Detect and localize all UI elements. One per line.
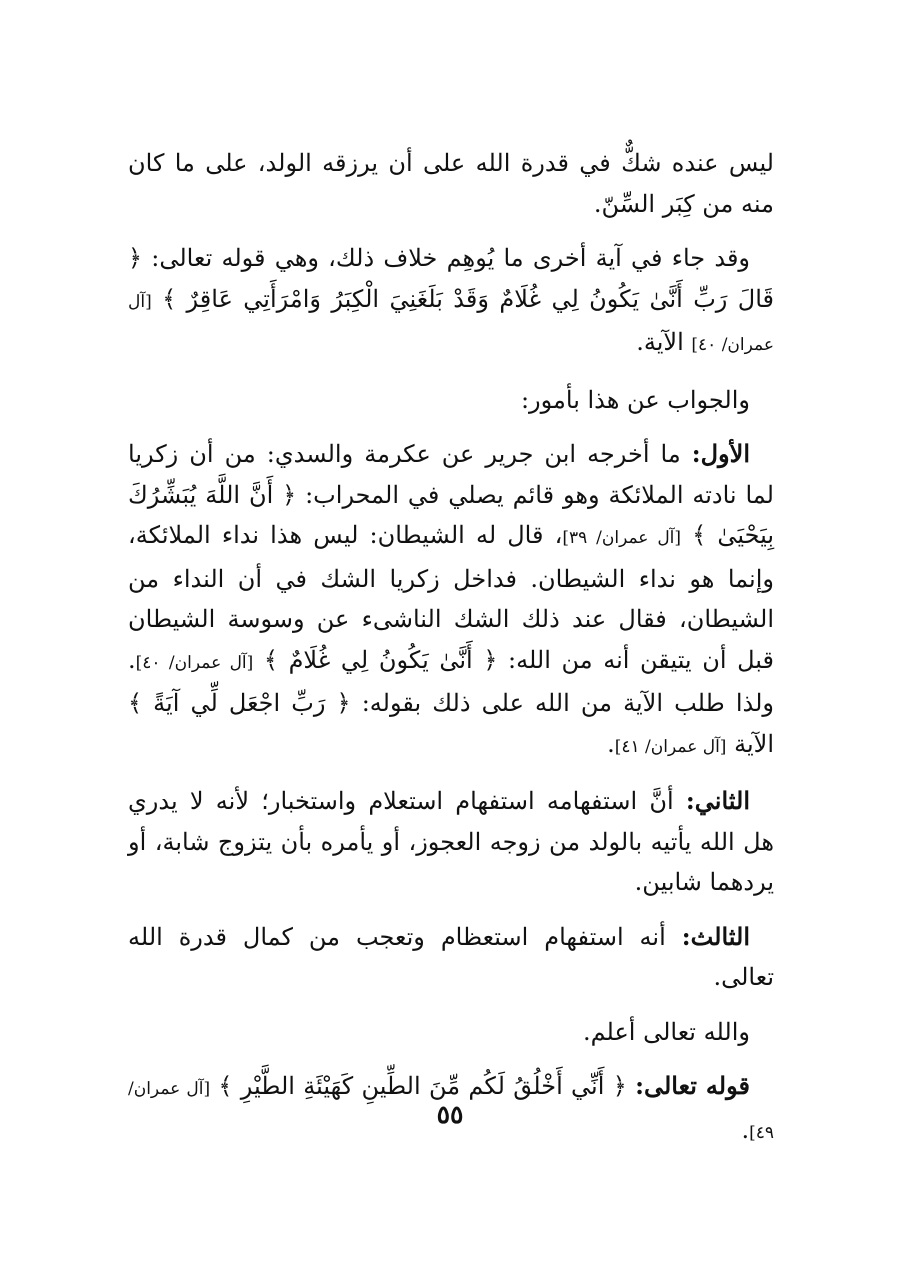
- page-number: ٥٥: [436, 1100, 464, 1129]
- body-text: [128, 143, 774, 1167]
- paragraph-8-end: .: [741, 1115, 750, 1144]
- paragraph-3: [128, 380, 774, 421]
- paragraph-1-text: ليس عنده شكٌّ في قدرة الله على أن يرزقه الولد، على ما كان منه من كِبَر السِّنّ.: [128, 149, 774, 218]
- quran-verse: ﴿ رَبِّ اجْعَل لِّي آيَةً ﴾: [128, 689, 351, 717]
- paragraph-4-end: .: [607, 729, 615, 758]
- section-label-third: الثالث:: [681, 921, 750, 951]
- paragraph-2: [128, 238, 774, 366]
- paragraph-4-part-d: الآية: [734, 729, 774, 758]
- paragraph-2-lead: وقد جاء في آية أخرى ما يُوهِم خلاف ذلك، وهي قوله تعالى:: [151, 244, 751, 272]
- paragraph-1: [128, 143, 774, 224]
- paragraph-2-tail: الآية.: [636, 328, 684, 356]
- paragraph-6: [128, 917, 774, 998]
- verse-reference: [آل عمران/ ٤٠]: [135, 652, 254, 673]
- quran-verse: ﴿ أَنِّي أَخْلُقُ لَكُم مِّنَ الطِّينِ كَهَيْئَةِ الطَّيْرِ ﴾: [218, 1072, 627, 1100]
- verse-reference: [آل عمران/ ٣٩]: [562, 528, 682, 548]
- paragraph-5: [128, 781, 774, 903]
- verse-reference: [آل عمران/ ٤١]: [614, 736, 727, 757]
- section-label-first: الأول:: [691, 439, 750, 468]
- paragraph-5-text: أنَّ استفهامه استفهام استعلام واستخبار؛ لأنه لا يدري هل الله يأتيه بالولد من زوجه العجوز، أو يأمره بأن يتزوج شابة، أو يردهما شابين.: [128, 787, 774, 896]
- quran-verse: ﴿ أَنَّ اللَّهَ يُبَشِّرُكَ بِيَحْيَىٰ ﴾: [128, 480, 774, 549]
- section-label-second: الثاني:: [685, 786, 750, 815]
- paragraph-4-part-c: . ولذا طلب الآية من الله على ذلك بقوله:: [128, 645, 775, 717]
- paragraph-4: [128, 434, 774, 767]
- paragraph-3-text: والجواب عن هذا بأمور:: [520, 385, 750, 414]
- paragraph-4-part-a: ما أخرجه ابن جرير عن عكرمة والسدي: من أن زكريا لما نادته الملائكة وهو قائم يصلي في المحراب:: [128, 440, 774, 509]
- verse-heading: قوله تعالى:: [635, 1071, 750, 1100]
- verse-reference: [آل عمران/ ٤٠]: [128, 291, 774, 355]
- paragraph-6-text: أنه استفهام استعظام وتعجب من كمال قدرة الله تعالى.: [128, 922, 774, 991]
- closing-phrase: والله تعالى أعلم.: [582, 1017, 750, 1046]
- quran-verse: ﴿ قَالَ رَبِّ أَنَّىٰ يَكُونُ لِي غُلَامٌ وَقَدْ بَلَغَنِيَ الْكِبَرُ وَامْرَأَتِي عَاقِرٌ ﴾: [128, 244, 774, 313]
- paragraph-7: [128, 1012, 774, 1053]
- verse-reference: [آل عمران/ ٤٩]: [128, 1079, 774, 1143]
- quran-verse: ﴿ أَنَّىٰ يَكُونُ لِي غُلَامٌ ﴾: [263, 645, 498, 674]
- paragraph-4-part-b: ، قال له الشيطان: ليس هذا نداء الملائكة، وإنما هو نداء الشيطان. فداخل زكريا الشك في أن النداء من الشيطان، فقال عند ذلك الشك الناشىء عن وسوسة الشيطان قبل أن يتيقن أنه من الله:: [128, 521, 774, 674]
